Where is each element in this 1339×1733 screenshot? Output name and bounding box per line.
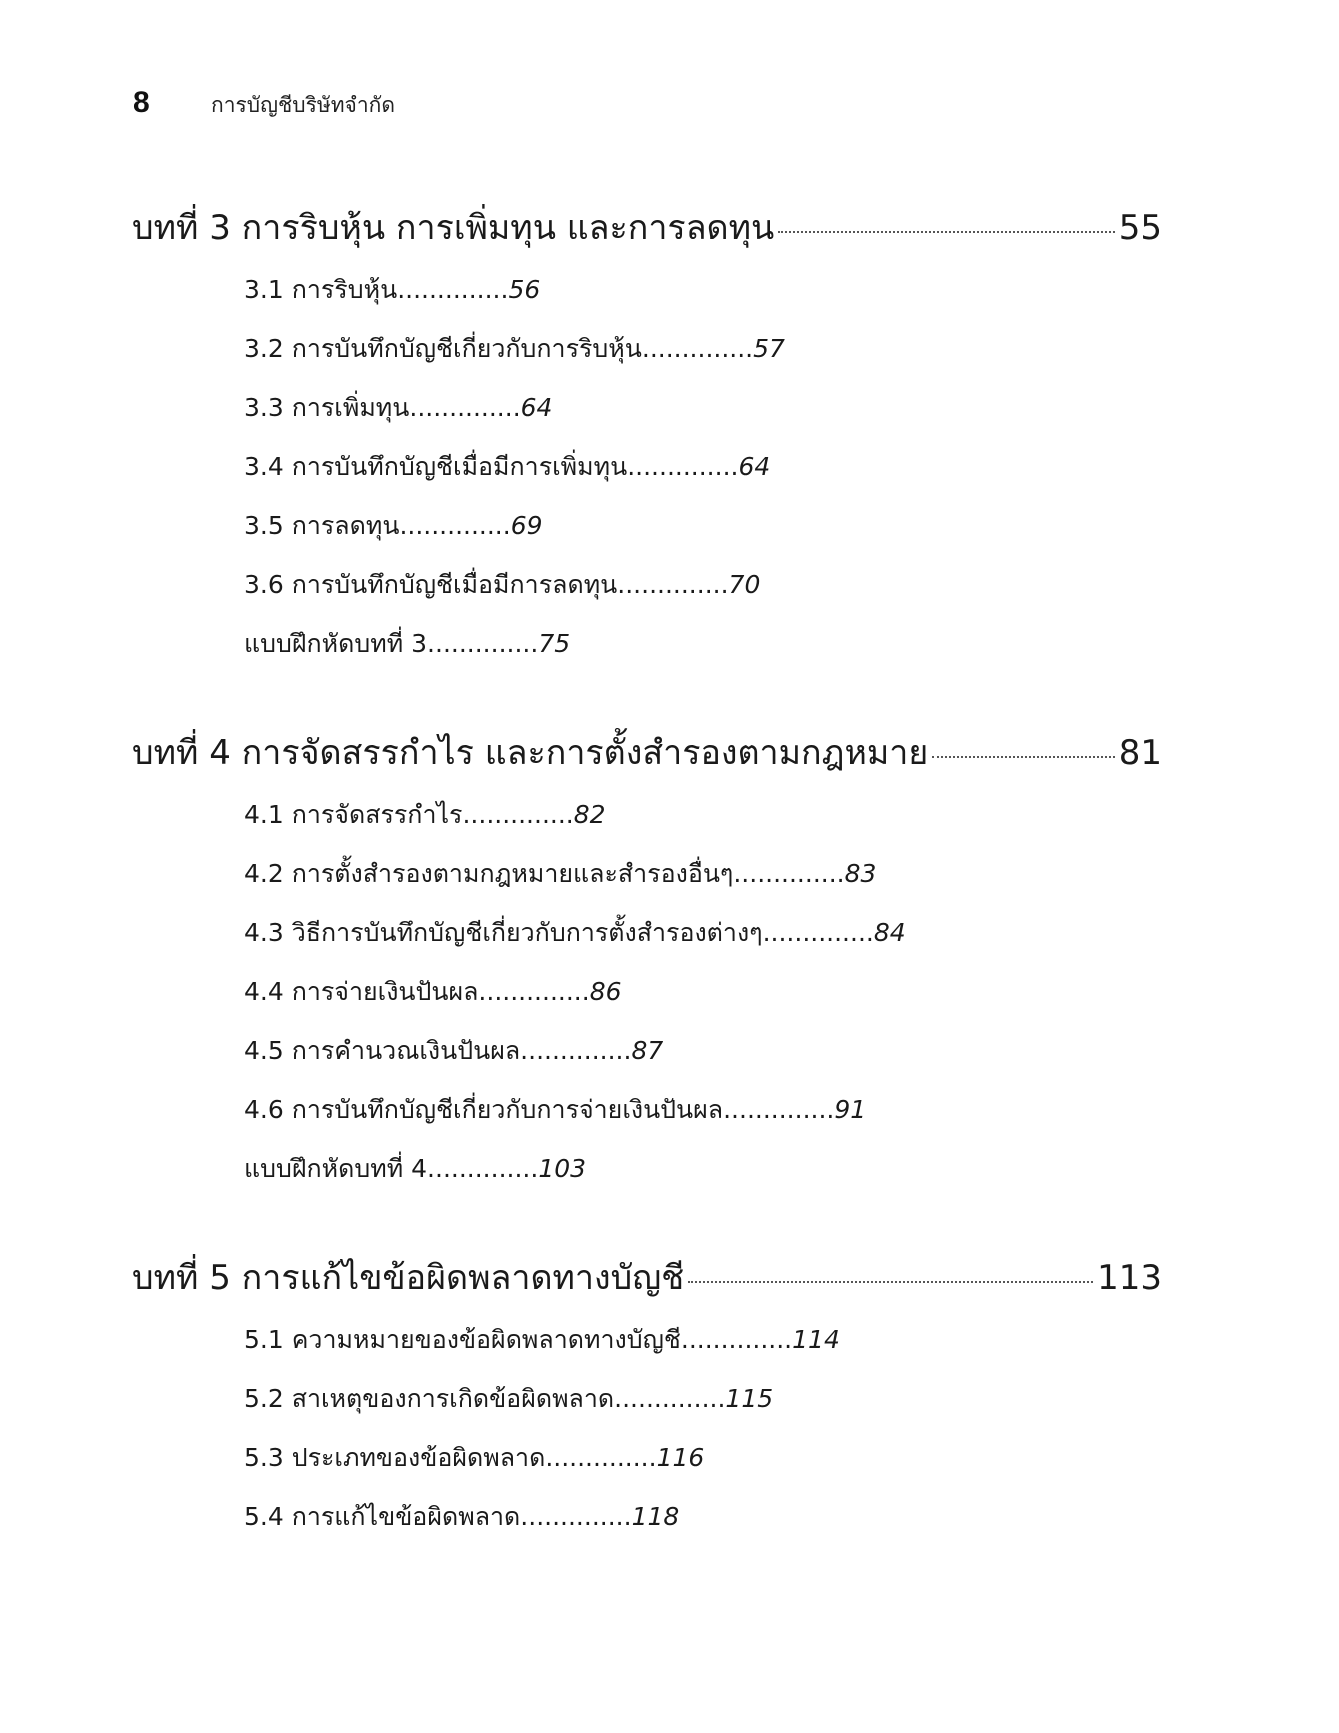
- toc-entry[interactable]: [244, 378, 1162, 437]
- toc-entry[interactable]: [244, 1487, 1162, 1546]
- dot-leader: ..............: [614, 1384, 726, 1413]
- chapter-heading[interactable]: [132, 725, 1162, 777]
- chapter-3: [132, 200, 1162, 673]
- entry-page-number: 114: [792, 1325, 840, 1354]
- dot-leader: ..............: [478, 977, 590, 1006]
- entry-label: แบบฝึกหัดบทที่ 4: [244, 1154, 428, 1183]
- section-list: [132, 785, 1162, 1198]
- entry-label: 3.3 การเพิ่มทุน: [244, 393, 410, 422]
- chapter-title: บทที่ 3 การริบหุ้น การเพิ่มทุน และการลดทุน: [132, 208, 775, 248]
- toc-entry[interactable]: [244, 496, 1162, 555]
- toc-entry[interactable]: [244, 962, 1162, 1021]
- toc-entry[interactable]: [244, 437, 1162, 496]
- dot-leader: [688, 1281, 1093, 1283]
- dot-leader: ..............: [733, 859, 845, 888]
- dot-leader: [932, 756, 1114, 758]
- dot-leader: ..............: [627, 452, 739, 481]
- chapter-5: [132, 1250, 1162, 1546]
- dot-leader: ..............: [545, 1443, 657, 1472]
- entry-label: 5.2 สาเหตุของการเกิดข้อผิดพลาด: [244, 1384, 615, 1413]
- chapter-heading[interactable]: [132, 200, 1162, 252]
- running-title: การบัญชีบริษัทจำกัด: [211, 93, 396, 117]
- entry-label: 4.1 การจัดสรรกำไร: [244, 800, 463, 829]
- dot-leader: ..............: [409, 393, 521, 422]
- entry-page-number: 115: [725, 1384, 774, 1413]
- toc-entry[interactable]: [244, 1021, 1162, 1080]
- entry-page-number: 91: [834, 1095, 867, 1124]
- entry-label: แบบฝึกหัดบทที่ 3: [244, 629, 428, 658]
- section-list: [132, 1310, 1162, 1546]
- toc-entry[interactable]: [244, 1310, 1162, 1369]
- entry-page-number: 116: [656, 1443, 705, 1472]
- dot-leader: ..............: [397, 275, 509, 304]
- toc-entry[interactable]: [244, 319, 1162, 378]
- entry-page-number: 70: [728, 570, 761, 599]
- toc-entry[interactable]: [244, 785, 1162, 844]
- dot-leader: ..............: [462, 800, 574, 829]
- dot-leader: ..............: [723, 1095, 835, 1124]
- chapter-title: บทที่ 5 การแก้ไขข้อผิดพลาดทางบัญชี: [132, 1258, 685, 1298]
- entry-page-number: 84: [873, 918, 906, 947]
- toc-entry[interactable]: [244, 260, 1162, 319]
- chapter-heading[interactable]: [132, 1250, 1162, 1302]
- page-header: [133, 86, 395, 122]
- entry-label: 4.6 การบันทึกบัญชีเกี่ยวกับการจ่ายเงินปันผล: [244, 1095, 724, 1124]
- entry-label: 4.4 การจ่ายเงินปันผล: [244, 977, 479, 1006]
- entry-page-number: 118: [631, 1502, 680, 1531]
- entry-page-number: 82: [573, 800, 606, 829]
- toc-entry[interactable]: [244, 903, 1162, 962]
- table-of-contents: [132, 200, 1162, 1598]
- dot-leader: ..............: [520, 1502, 632, 1531]
- toc-entry[interactable]: [244, 1428, 1162, 1487]
- entry-page-number: 103: [538, 1154, 587, 1183]
- entry-label: 4.3 วิธีการบันทึกบัญชีเกี่ยวกับการตั้งสำรองต่างๆ: [244, 918, 763, 947]
- chapter-page-number: 113: [1097, 1258, 1162, 1298]
- entry-label: 5.4 การแก้ไขข้อผิดพลาด: [244, 1502, 521, 1531]
- dot-leader: [778, 231, 1114, 233]
- dot-leader: ..............: [641, 334, 754, 363]
- entry-label: 5.3 ประเภทของข้อผิดพลาด: [244, 1443, 546, 1472]
- toc-entry[interactable]: [244, 614, 1162, 673]
- page-number: 8: [133, 86, 150, 119]
- toc-entry[interactable]: [244, 1139, 1162, 1198]
- dot-leader: ..............: [427, 1154, 539, 1183]
- dot-leader: ..............: [399, 511, 511, 540]
- chapter-4: [132, 725, 1162, 1198]
- entry-page-number: 56: [508, 275, 541, 304]
- toc-entry[interactable]: [244, 555, 1162, 614]
- entry-page-number: 64: [738, 452, 771, 481]
- section-list: [132, 260, 1162, 673]
- chapter-page-number: 55: [1118, 208, 1162, 248]
- entry-label: 3.6 การบันทึกบัญชีเมื่อมีการลดทุน: [244, 570, 618, 599]
- dot-leader: ..............: [680, 1325, 793, 1354]
- entry-page-number: 83: [844, 859, 877, 888]
- entry-label: 3.4 การบันทึกบัญชีเมื่อมีการเพิ่มทุน: [244, 452, 628, 481]
- entry-label: 3.5 การลดทุน: [244, 511, 400, 540]
- dot-leader: ..............: [617, 570, 729, 599]
- chapter-page-number: 81: [1118, 733, 1162, 773]
- entry-page-number: 86: [589, 977, 622, 1006]
- entry-label: 4.2 การตั้งสำรองตามกฎหมายและสำรองอื่นๆ: [244, 859, 734, 888]
- dot-leader: ..............: [762, 918, 874, 947]
- dot-leader: ..............: [520, 1036, 632, 1065]
- entry-label: 3.1 การริบหุ้น: [244, 275, 398, 304]
- entry-page-number: 69: [510, 511, 543, 540]
- entry-label: 5.1 ความหมายของข้อผิดพลาดทางบัญชี: [244, 1325, 681, 1354]
- entry-label: 4.5 การคำนวณเงินปันผล: [244, 1036, 521, 1065]
- toc-entry[interactable]: [244, 844, 1162, 903]
- toc-entry[interactable]: [244, 1080, 1162, 1139]
- entry-page-number: 64: [520, 393, 553, 422]
- entry-page-number: 87: [631, 1036, 664, 1065]
- dot-leader: ..............: [427, 629, 539, 658]
- entry-page-number: 57: [753, 334, 785, 363]
- entry-label: 3.2 การบันทึกบัญชีเกี่ยวกับการริบหุ้น: [244, 334, 642, 363]
- chapter-title: บทที่ 4 การจัดสรรกำไร และการตั้งสำรองตามกฎหมาย: [132, 733, 929, 773]
- toc-entry[interactable]: [244, 1369, 1162, 1428]
- entry-page-number: 75: [538, 629, 571, 658]
